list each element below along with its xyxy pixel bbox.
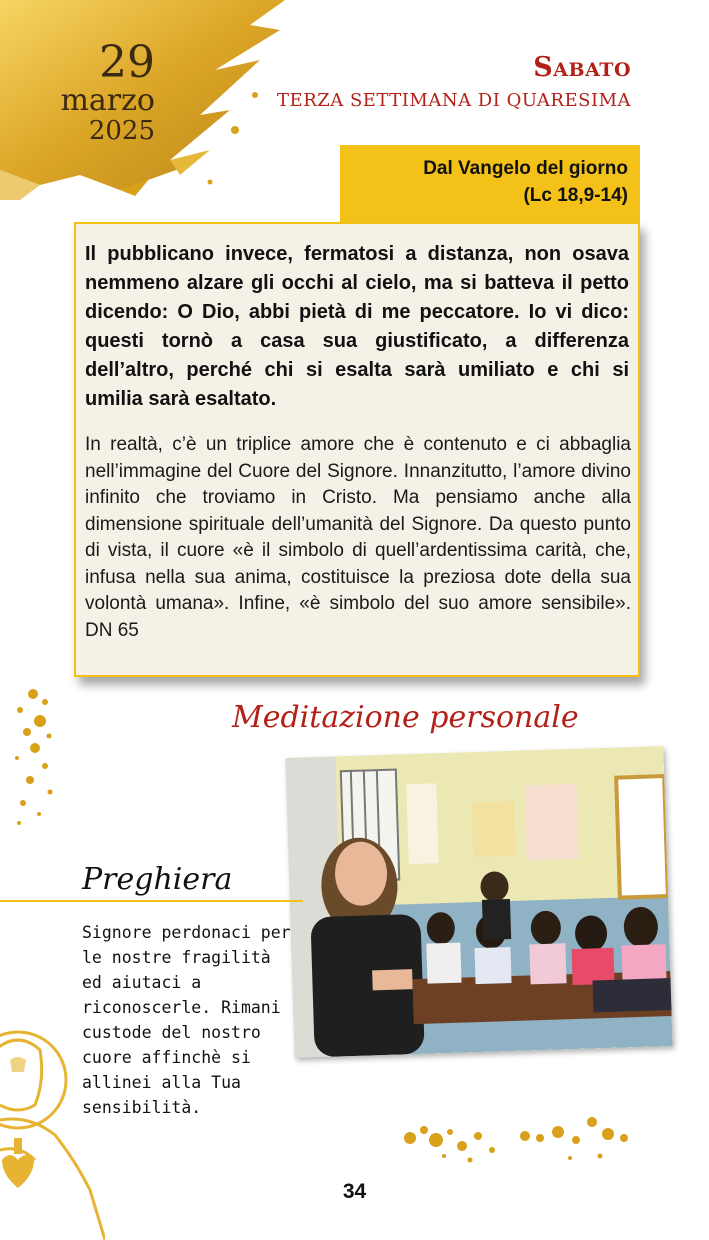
prayer-text: Signore perdonaci per le nostre fragilità ed aiutaci a riconoscerle. Rimani custode del nostro cuore affinchè si allinei alla Tua sensibilità. [82, 923, 291, 1117]
date-month: marzo [60, 83, 155, 118]
reading-box [74, 222, 640, 677]
date-day: 29 [99, 37, 155, 88]
gospel-heading: Dal Vangelo del giorno [423, 158, 628, 179]
page-number: 34 [342, 1180, 367, 1203]
sacred-heart-jesus-icon [0, 1010, 105, 1240]
classroom-photo-image [285, 746, 672, 1058]
gospel-heading-tab [340, 145, 640, 225]
prayer-title: Preghiera [82, 862, 233, 897]
gold-dots-bottom [400, 1108, 635, 1170]
gospel-reference: (Lc 18,9-14) [523, 185, 628, 206]
reflection-text: In realtà, c’è un triplice amore che è contenuto e ci abbaglia nell’immagine del Cuore del Signore. Innanzitutto, l’amore divino infinito che troviamo in Cristo. Ma pensiamo anche alla dimensione spirituale dell’umanità del Signore. Da questo punto di vista, il cuore «è il simbolo di quell’ardentissima carità, che, infusa nella sua anima, costituisce la preziosa dote della sua volontà umana». Infine, «è simbolo del suo amore sensibile». DN 65 [85, 434, 631, 641]
gospel-quote: Il pubblicano invece, fermatosi a distanza, non osava nemmeno alzare gli occhi al cielo, ma si batteva il petto dicendo: O Dio, abbi pietà di me peccatore. Io vi dico: questi tornò a casa sua giustificato, a differenza dell’altro, perché chi si esalta sarà umiliato e chi si umilia sarà esaltato. [85, 243, 629, 410]
classroom-photo [285, 746, 672, 1058]
weekday-title: Sabato [533, 52, 631, 83]
prayer-divider [0, 900, 303, 902]
date-year: 2025 [88, 116, 155, 146]
date-block [55, 37, 155, 146]
meditation-title: Meditazione personale [232, 700, 579, 735]
liturgical-week: TERZA SETTIMANA DI QUARESIMA [277, 90, 631, 111]
gold-dots-left [5, 688, 65, 833]
